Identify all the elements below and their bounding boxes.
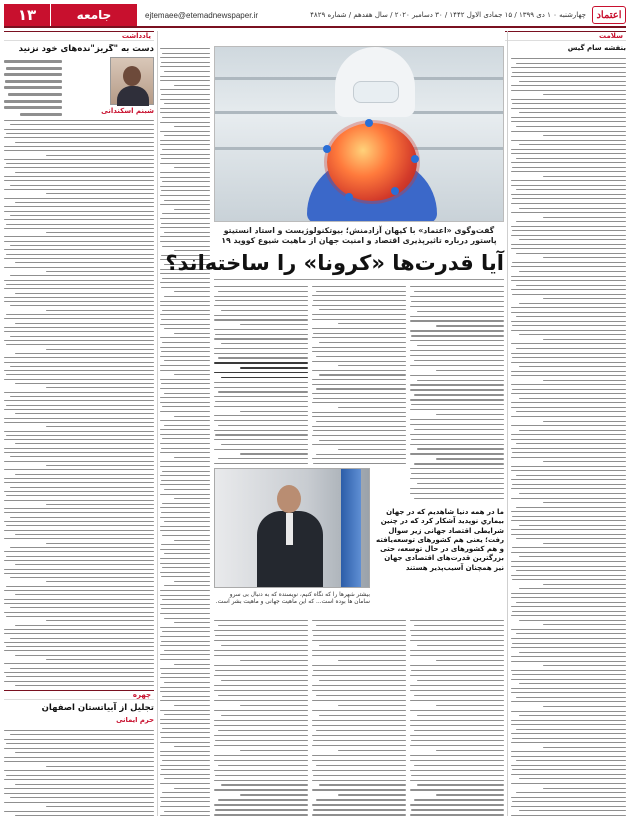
column-author-box: [64, 57, 154, 115]
story-kicker: گفت‌وگوی «اعتماد» با کیهان آزادمنش؛ بیوتکنولوژیست و استاد انستیتو پاستور درباره تاثیرپذیری اقتصاد و امنیت جهان از ماهیت شیوع کووید ۱۹: [221, 226, 497, 245]
main-story-text-column-7: [410, 618, 504, 816]
column-title-block: [4, 44, 154, 54]
flag-backdrop: [341, 469, 361, 588]
main-story-text-column-6: [312, 618, 406, 816]
hero-photo-virus-model: [214, 46, 504, 222]
main-story-text-column-4: [410, 284, 504, 499]
author-photo: [110, 57, 154, 105]
headline-rule: [214, 279, 504, 280]
main-story-text-column-2: [214, 284, 308, 464]
health-column-lead: بنفشه سام گیس: [567, 44, 626, 52]
pull-quote: ما در همه‌ دنیا شاهدیم که در جهان بیماریِ نوپدید آشکار کرد که در چنین شرایطی اقتصاد جهانی زیر سوال رفت؛ یعنی هم کشورهای توسعه‌یافته و هم کشورهای در حال توسعه، حتی بزرگترین قدرت‌های اقتصادی جهان نیز همچنان آسیب‌پذیر هستند: [376, 508, 504, 572]
main-story-text-column-5: [214, 618, 308, 816]
column-body-text: [4, 118, 154, 686]
story-headline[interactable]: آیا قدرت‌ها «کرونا» را ساخته‌اند؟: [165, 251, 504, 275]
profile-body-text: [4, 728, 154, 816]
health-column-body: [511, 56, 626, 816]
email-address[interactable]: ejtemaee@etemadnewspaper.ir: [145, 10, 259, 20]
section-label-column: یادداشت: [121, 32, 151, 40]
profile-title: تجلیل از آبیاتستان اصفهان: [41, 703, 154, 713]
section-bar-health: [505, 31, 626, 41]
section-label-health: سلامت: [599, 32, 623, 40]
profile-author: حرم ایمانی: [116, 716, 154, 724]
section-bar-profile: [4, 690, 154, 700]
section-name: جامعه: [51, 4, 137, 26]
main-story-text-column-1: [160, 46, 210, 816]
section-label-profile: چهره: [132, 691, 151, 699]
interview-photo: [214, 468, 370, 588]
masthead: [4, 4, 626, 28]
interviewee-head: [277, 485, 301, 513]
column-divider-left: [157, 31, 158, 816]
column-divider-right: [507, 31, 508, 816]
issue-date-line: چهارشنبه ۰ ۱ دی ۱۳۹۹ / ۱۵ جمادی الاول ۱۴۴۲ / ۳۰ دسامبر ۲۰۲۰ / سال هفدهم / شماره ۴۸۲۹: [310, 11, 586, 19]
newspaper-logo: اعتماد: [592, 6, 626, 24]
face-mask: [353, 81, 399, 103]
page-number: ۱۳: [4, 4, 50, 26]
section-bar-column: [4, 31, 154, 41]
coronavirus-model: [327, 123, 417, 201]
author-name: شبنم اسکندانی: [101, 107, 154, 115]
main-story-text-column-3: [312, 284, 406, 464]
photo-caption: بیشتر شهرها را که نگاه کنیم، نویسنده که به دنبال بی سرو سامان ها بوده است... که این ماهیت جهانی و ماهیت بشر است.: [215, 592, 370, 606]
column-text-beside-photo: [4, 58, 62, 116]
column-title: دست به "گریز"نده‌های خود نزنید: [18, 44, 154, 54]
